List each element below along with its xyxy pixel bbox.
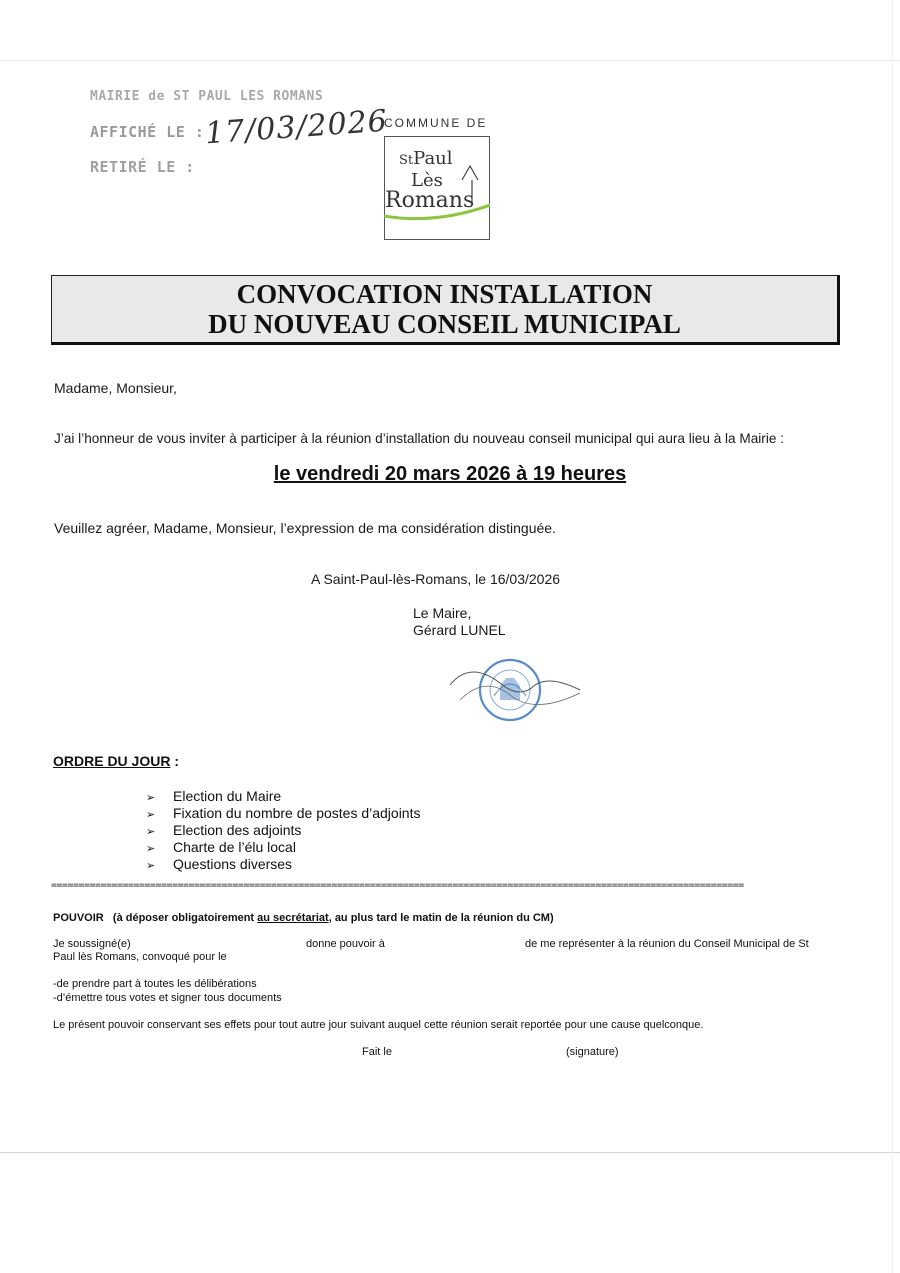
logo-house-swoosh-icon	[384, 136, 490, 240]
maire-title: Le Maire,	[413, 605, 472, 621]
arrow-bullet-icon: ➢	[146, 809, 156, 821]
pouvoir-validity: Le présent pouvoir conservant ses effets pour tout autre jour suivant auquel cette réunion serait reportée pour une cause quelconque.	[53, 1019, 704, 1031]
logo-st: St	[399, 153, 414, 168]
title-line-2: DU NOUVEAU CONSEIL MUNICIPAL	[208, 309, 681, 339]
pouvoir-soussigne: Je soussigné(e)	[53, 938, 131, 950]
agenda-heading-colon: :	[170, 753, 180, 769]
place-and-date: A Saint-Paul-lès-Romans, le 16/03/2026	[311, 571, 561, 587]
scan-edge-bottom	[0, 1152, 900, 1153]
pouvoir-fait-le: Fait le	[362, 1046, 392, 1058]
agenda-item-text: Charte de l’élu local	[173, 839, 296, 855]
title-line-1: CONVOCATION INSTALLATION	[236, 279, 653, 309]
agenda-item-text: Questions diverses	[173, 856, 293, 872]
pouvoir-note-secretariat: au secrétariat	[257, 912, 329, 924]
closing-formula: Veuillez agréer, Madame, Monsieur, l’expression de ma considération distinguée.	[54, 520, 556, 536]
arrow-bullet-icon: ➢	[146, 860, 156, 872]
arrow-bullet-icon: ➢	[146, 826, 156, 838]
stamp-mairie: MAIRIE de ST PAUL LES ROMANS	[90, 89, 324, 104]
pouvoir-emettre-votes: -d’émettre tous votes et signer tous documents	[53, 992, 282, 1004]
separator-line: ==============================================================================================================================	[51, 880, 744, 891]
pouvoir-prendre-part: -de prendre part à toutes les délibérations	[53, 978, 257, 990]
pouvoir-represent: de me représenter à la réunion du Conseil Municipal de St	[525, 938, 809, 950]
stamp-retire-label: RETIRÉ LE :	[90, 158, 195, 176]
agenda-item-text: Fixation du nombre de postes d’adjoints	[173, 805, 421, 821]
agenda-heading-text: ORDRE DU JOUR	[53, 753, 171, 769]
agenda-list	[146, 788, 420, 873]
pouvoir-convoque: Paul lès Romans, convoqué pour le	[53, 951, 227, 963]
agenda-item	[146, 805, 420, 822]
maire-name: Gérard LUNEL	[413, 622, 506, 638]
agenda-item	[146, 839, 420, 856]
official-seal-signature	[440, 655, 590, 735]
arrow-bullet-icon: ➢	[146, 843, 156, 855]
pouvoir-note-prefix: (à déposer obligatoirement	[112, 912, 258, 924]
agenda-item-text: Election des adjoints	[173, 822, 302, 838]
invitation-text: J’ai l’honneur de vous inviter à participer à la réunion d’installation du nouveau conseil municipal qui aura lieu à la Mairie :	[54, 431, 784, 446]
stamp-affiche-date: 17/03/2026	[204, 103, 389, 152]
logo-commune-label: COMMUNE DE	[384, 116, 488, 130]
pouvoir-note-suffix: , au plus tard le matin de la réunion du CM)	[328, 912, 554, 924]
arrow-bullet-icon: ➢	[146, 792, 156, 804]
logo-les: Lès	[411, 170, 443, 191]
meeting-date: le vendredi 20 mars 2026 à 19 heures	[273, 463, 627, 485]
logo-romans: Romans	[385, 188, 475, 213]
pouvoir-heading	[53, 912, 554, 924]
greeting: Madame, Monsieur,	[54, 380, 177, 396]
pouvoir-label: POUVOIR	[53, 912, 104, 924]
agenda-item	[146, 856, 420, 873]
agenda-heading	[53, 753, 179, 769]
stamp-affiche-label: AFFICHÉ LE :	[90, 123, 205, 141]
logo-paul: Paul	[413, 148, 453, 169]
agenda-item-text: Election du Maire	[173, 788, 282, 804]
agenda-item	[146, 788, 420, 805]
scan-edge-top	[0, 60, 900, 61]
pouvoir-signature: (signature)	[566, 1046, 619, 1058]
document-title	[51, 275, 840, 345]
agenda-item	[146, 822, 420, 839]
commune-logo	[384, 136, 490, 240]
scan-edge-right	[892, 0, 893, 1273]
pouvoir-donne: donne pouvoir à	[306, 938, 385, 950]
